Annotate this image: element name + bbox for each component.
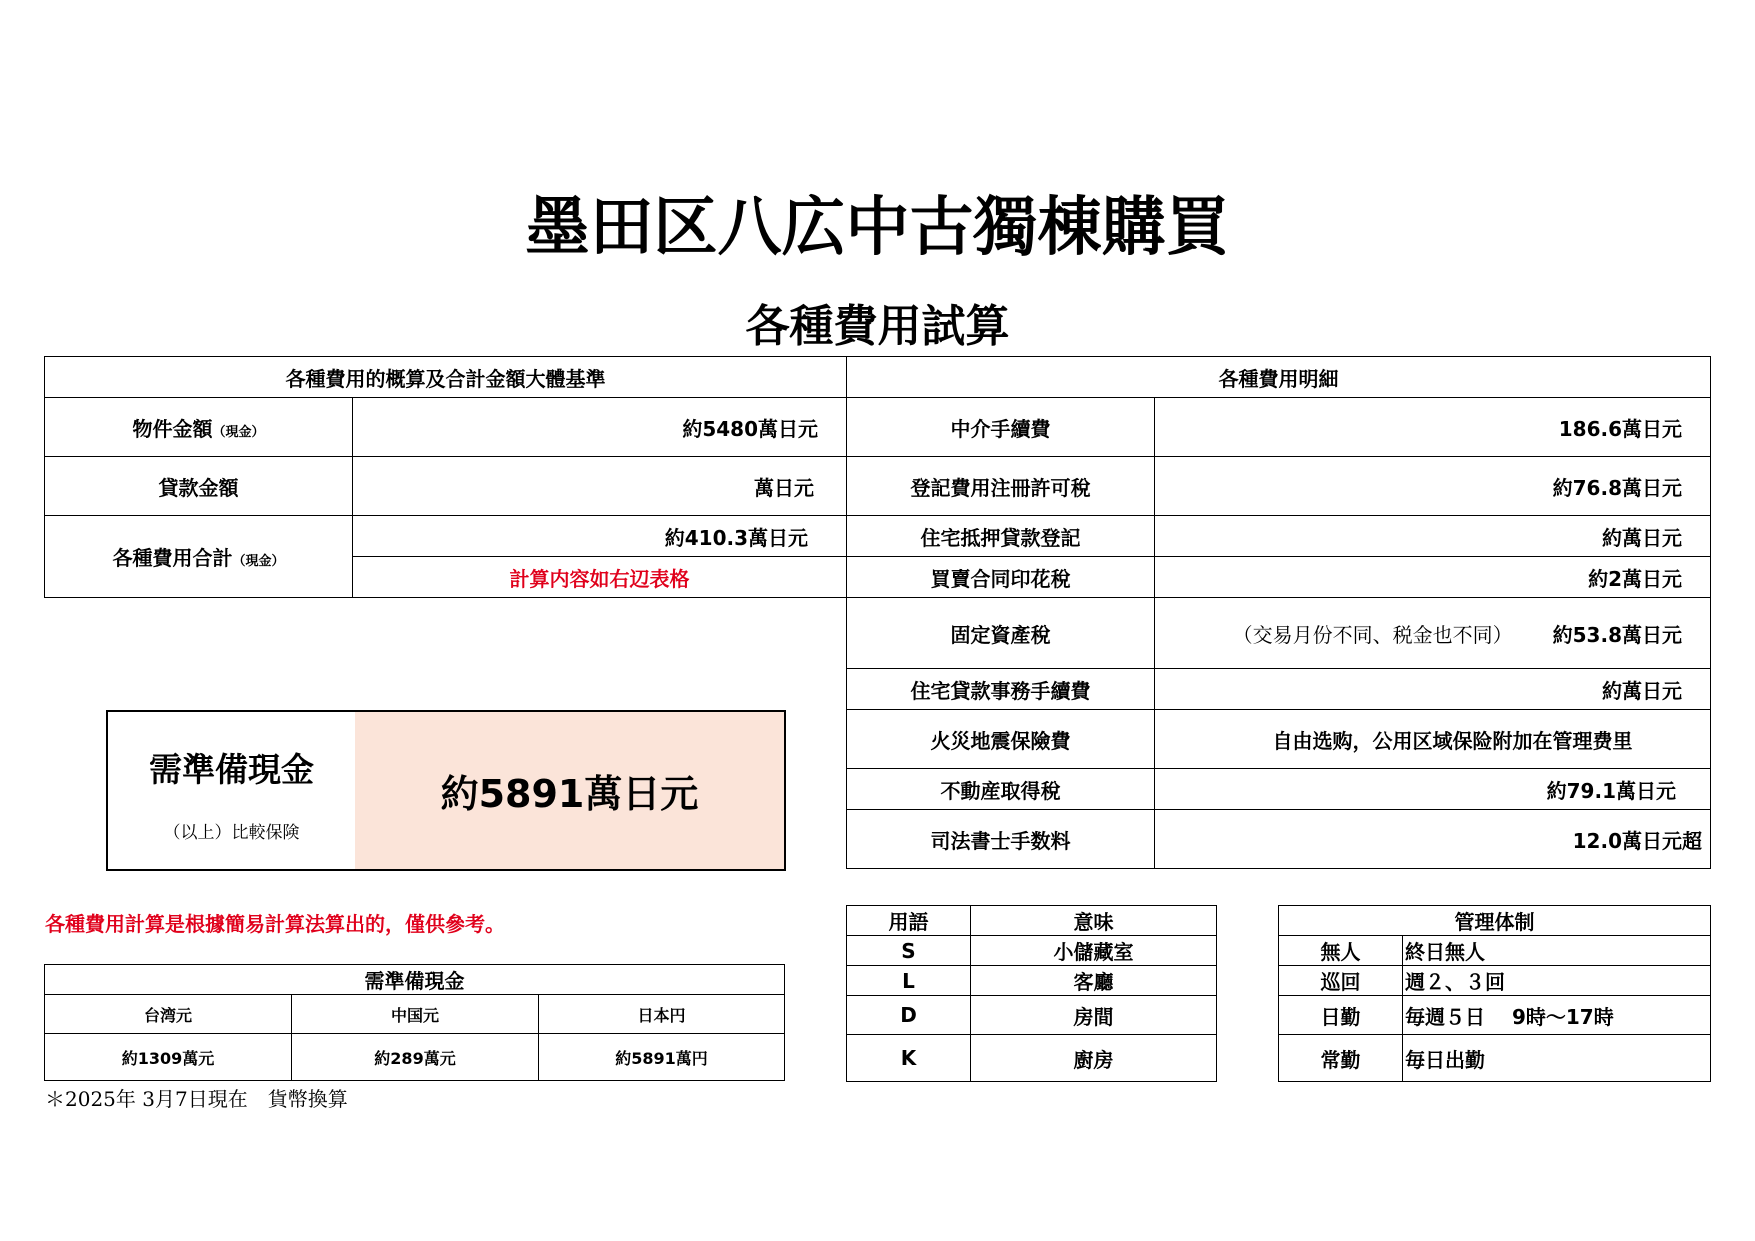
- detail-label: 買賣合同印花稅: [847, 557, 1155, 598]
- glossary-header-term: 用語: [847, 906, 971, 936]
- page-title: 墨田区八広中古獨棟購買: [525, 191, 1230, 265]
- currency-value-cny: 約289萬元: [292, 1034, 539, 1081]
- management-header: 管理体制: [1279, 906, 1711, 936]
- currency-col-twd: 台湾元: [45, 995, 292, 1034]
- detail-value: 約79.1萬日元: [1155, 769, 1711, 810]
- detail-value: 186.6萬日元: [1155, 398, 1711, 457]
- detail-value: 約萬日元: [1155, 669, 1711, 710]
- detail-note: （交易月份不同、税金也不同）: [1232, 622, 1513, 647]
- loan-value: 萬日元: [353, 457, 847, 516]
- management-type: 日勤: [1279, 996, 1403, 1035]
- detail-value: 12.0萬日元超: [1155, 810, 1711, 869]
- management-table: [1278, 905, 1711, 1082]
- loan-label: 貸款金額: [45, 457, 353, 516]
- cash-needed-value: 約5891萬日元: [355, 712, 784, 869]
- cash-needed-sub: （以上）比較保険: [163, 823, 300, 843]
- cash-needed-box: [106, 710, 786, 871]
- page-subtitle: 各種費用試算: [745, 301, 1010, 352]
- detail-label: 固定資產稅: [847, 598, 1155, 669]
- glossary-meaning: 客廳: [971, 966, 1217, 996]
- glossary-meaning: 廚房: [971, 1035, 1217, 1082]
- detail-label: 中介手續費: [847, 398, 1155, 457]
- detail-label: 住宅貸款事務手續費: [847, 669, 1155, 710]
- cash-needed-label-cell: [108, 712, 357, 869]
- fees-value: 約410.3萬日元: [353, 516, 847, 557]
- property-label: 物件金額（現金）: [45, 398, 353, 457]
- detail-value: 約2萬日元: [1155, 557, 1711, 598]
- glossary-meaning: 房間: [971, 996, 1217, 1035]
- management-desc: 毎週５日 9時〜17時: [1403, 996, 1711, 1035]
- cash-needed-label: 需準備現金: [149, 750, 314, 789]
- glossary-term: D: [847, 996, 971, 1035]
- currency-value-twd: 約1309萬元: [45, 1034, 292, 1081]
- detail-label: 司法書士手数料: [847, 810, 1155, 869]
- glossary-table: [846, 905, 1217, 1082]
- management-desc: 週２、３回: [1403, 966, 1711, 996]
- fees-label: 各種費用合計（現金）: [45, 516, 353, 598]
- footnote: ＊2025年 3月7日現在 貨幣換算: [45, 1087, 348, 1111]
- detail-label: 火災地震保險費: [847, 710, 1155, 769]
- management-type: 常勤: [1279, 1035, 1403, 1082]
- glossary-meaning: 小儲藏室: [971, 936, 1217, 966]
- detail-table: [846, 356, 1711, 869]
- management-type: 無人: [1279, 936, 1403, 966]
- currency-header: 需準備現金: [45, 965, 785, 995]
- property-value: 約5480萬日元: [353, 398, 847, 457]
- detail-value: 自由选购，公用区域保险附加在管理费里: [1155, 710, 1711, 769]
- glossary-term: S: [847, 936, 971, 966]
- fees-note: 計算内容如右辺表格: [353, 557, 847, 598]
- summary-table: [44, 356, 847, 598]
- currency-value-jpy: 約5891萬円: [539, 1034, 785, 1081]
- detail-label: 不動産取得稅: [847, 769, 1155, 810]
- detail-value: 約萬日元: [1155, 516, 1711, 557]
- glossary-term: K: [847, 1035, 971, 1082]
- disclaimer: 各種費用計算是根據簡易計算法算出的，僅供參考。: [45, 912, 505, 936]
- currency-col-cny: 中国元: [292, 995, 539, 1034]
- glossary-term: L: [847, 966, 971, 996]
- detail-value-with-note: （交易月份不同、税金也不同） 約53.8萬日元: [1155, 598, 1711, 669]
- management-type: 巡回: [1279, 966, 1403, 996]
- management-desc: 終日無人: [1403, 936, 1711, 966]
- detail-value: 約76.8萬日元: [1155, 457, 1711, 516]
- detail-label: 住宅抵押貸款登記: [847, 516, 1155, 557]
- management-desc: 毎日出勤: [1403, 1035, 1711, 1082]
- currency-col-jpy: 日本円: [539, 995, 785, 1034]
- detail-header: 各種費用明細: [847, 357, 1711, 398]
- detail-label: 登記費用注冊許可稅: [847, 457, 1155, 516]
- summary-header: 各種費用的概算及合計金額大體基準: [45, 357, 847, 398]
- currency-table: [44, 964, 785, 1081]
- glossary-header-meaning: 意味: [971, 906, 1217, 936]
